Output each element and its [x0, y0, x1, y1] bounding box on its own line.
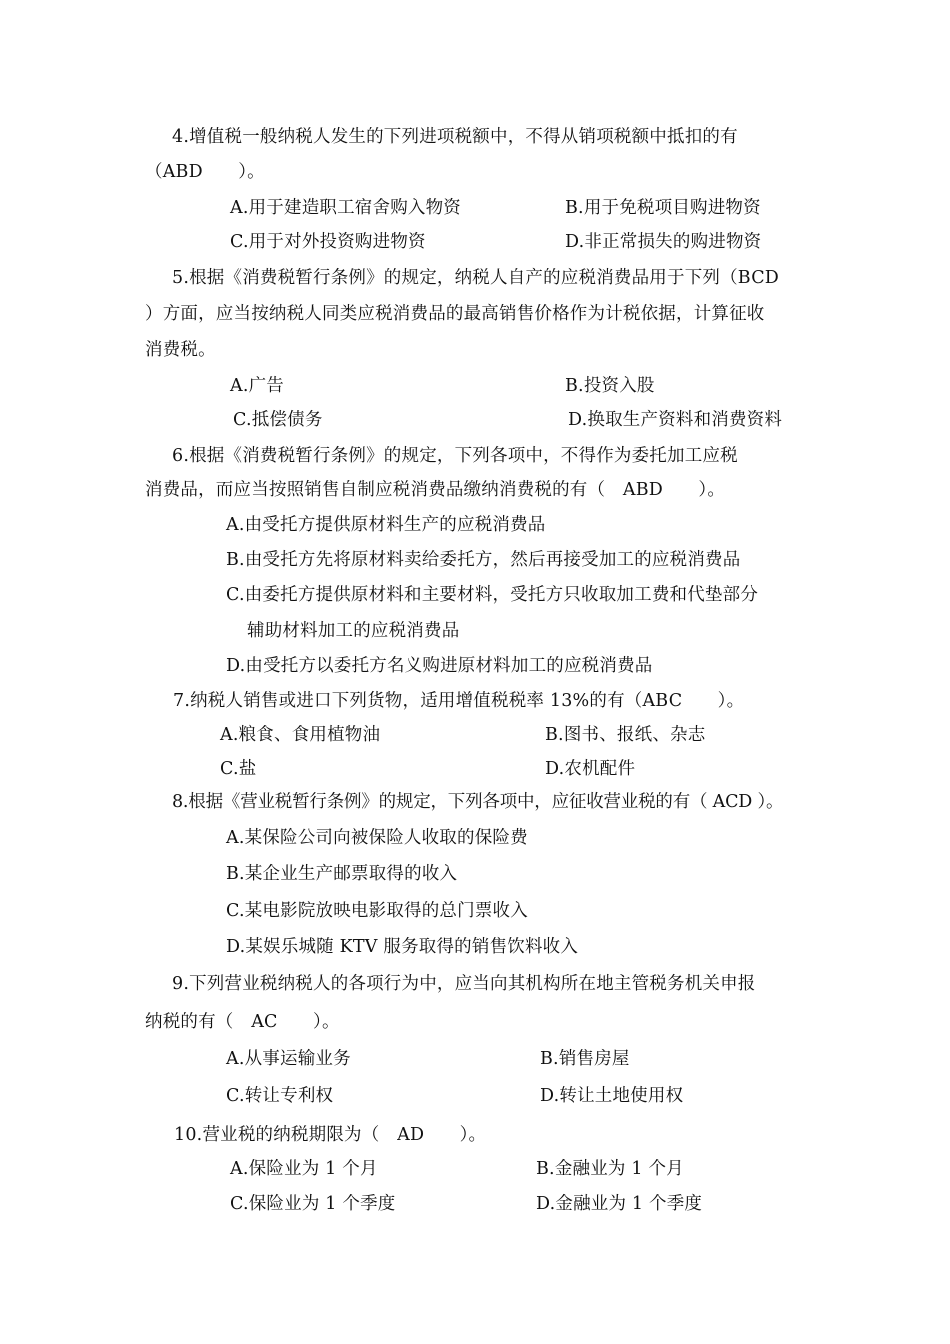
question-6-option-c-continued: 辅助材料加工的应税消费品 — [247, 621, 460, 641]
question-4-option-a: A.用于建造职工宿舍购入物资 — [230, 198, 461, 218]
question-9-option-b: B.销售房屋 — [540, 1049, 630, 1069]
question-6-line-1: 6.根据《消费税暂行条例》的规定，下列各项中，不得作为委托加工应税 — [172, 446, 738, 466]
question-8-line-1: 8.根据《营业税暂行条例》的规定，下列各项中，应征收营业税的有（ ACD ）。 — [172, 792, 784, 812]
question-4-option-d: D.非正常损失的购进物资 — [565, 232, 762, 252]
question-4-option-c: C.用于对外投资购进物资 — [230, 232, 426, 252]
question-6-option-a: A.由受托方提供原材料生产的应税消费品 — [226, 515, 546, 535]
question-5-number: 5. — [172, 268, 190, 288]
question-7-option-c: C.盐 — [220, 759, 257, 779]
question-4-line-2: （ABD ）。 — [145, 162, 265, 182]
question-10-option-a: A.保险业为 1 个月 — [230, 1159, 378, 1179]
question-7-option-a: A.粮食、食用植物油 — [220, 725, 381, 745]
question-8-option-d: D.某娱乐城随 KTV 服务取得的销售饮料收入 — [226, 937, 579, 957]
question-4-number: 4. — [172, 127, 190, 147]
question-7-option-b: B.图书、报纸、杂志 — [545, 725, 706, 745]
question-6-line-2: 消费品，而应当按照销售自制应税消费品缴纳消费税的有（ ABD ）。 — [145, 480, 726, 500]
question-9-option-d: D.转让土地使用权 — [540, 1086, 684, 1106]
question-6-number: 6. — [172, 446, 190, 466]
question-10-number: 10. — [174, 1125, 203, 1145]
question-10-option-d: D.金融业为 1 个季度 — [536, 1194, 703, 1214]
question-8-option-a: A.某保险公司向被保险人收取的保险费 — [226, 828, 528, 848]
question-5-line-2: ）方面，应当按纳税人同类应税消费品的最高销售价格作为计税依据，计算征收 — [145, 304, 765, 324]
question-4-option-b: B.用于免税项目购进物资 — [565, 198, 761, 218]
question-9-line-2: 纳税的有（ AC ）。 — [145, 1012, 340, 1032]
question-9-line-1: 9.下列营业税纳税人的各项行为中，应当向其机构所在地主管税务机关申报 — [172, 974, 756, 994]
question-10-line-1: 10.营业税的纳税期限为（ AD ）。 — [174, 1125, 487, 1145]
question-8-number: 8. — [172, 792, 189, 812]
question-6-option-b: B.由受托方先将原材料卖给委托方，然后再接受加工的应税消费品 — [226, 550, 741, 570]
question-9-option-c: C.转让专利权 — [226, 1086, 334, 1106]
question-5-option-b: B.投资入股 — [565, 376, 655, 396]
question-5-option-d: D.换取生产资料和消费资料 — [568, 410, 783, 430]
question-5-option-a: A.广告 — [230, 376, 285, 396]
question-5-line-1: 5.根据《消费税暂行条例》的规定，纳税人自产的应税消费品用于下列（BCD — [172, 268, 780, 288]
question-4-line-1: 4.增值税一般纳税人发生的下列进项税额中，不得从销项税额中抵扣的有 — [172, 127, 738, 147]
question-9-number: 9. — [172, 974, 190, 994]
question-6-option-c: C.由委托方提供原材料和主要材料，受托方只收取加工费和代垫部分 — [226, 585, 759, 605]
question-8-option-c: C.某电影院放映电影取得的总门票收入 — [226, 901, 528, 921]
question-6-option-d: D.由受托方以委托方名义购进原材料加工的应税消费品 — [226, 656, 653, 676]
question-10-option-b: B.金融业为 1 个月 — [536, 1159, 684, 1179]
question-5-option-c: C.抵偿债务 — [233, 410, 323, 430]
question-9-option-a: A.从事运输业务 — [226, 1049, 351, 1069]
question-7-line-1: 7.纳税人销售或进口下列货物，适用增值税税率 13%的有（ABC ）。 — [173, 691, 745, 711]
question-7-option-d: D.农机配件 — [545, 759, 636, 779]
question-8-option-b: B.某企业生产邮票取得的收入 — [226, 864, 458, 884]
question-7-number: 7. — [173, 691, 191, 711]
question-10-option-c: C.保险业为 1 个季度 — [230, 1194, 396, 1214]
question-5-line-3: 消费税。 — [145, 340, 216, 360]
